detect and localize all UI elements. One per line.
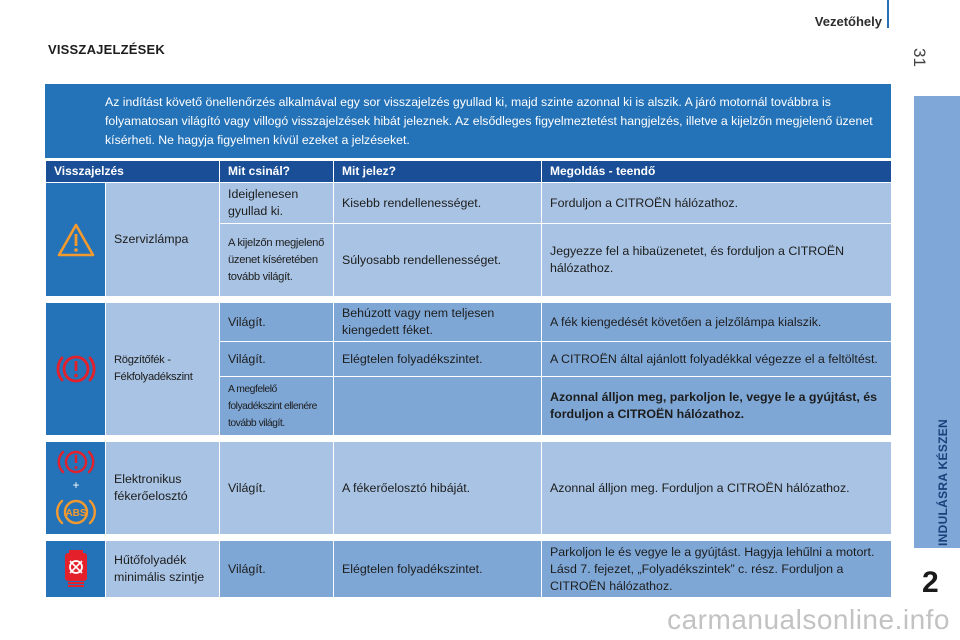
what-it-does: Világít.	[220, 442, 334, 535]
intro-box	[45, 84, 891, 158]
indicator-name: Rögzítőfék - Fékfolyadékszint	[106, 303, 220, 436]
solution: Jegyezze fel a hibaüzenetet, és forduljon a CITROËN hálózathoz.	[542, 224, 892, 297]
what-it-does: Világít.	[220, 342, 334, 377]
what-it-means: A fékerőelosztó hibáját.	[334, 442, 542, 535]
what-it-means: Elégtelen folyadékszintet.	[334, 342, 542, 377]
column-header-solution: Megoldás - teendő	[542, 161, 892, 183]
what-it-means	[334, 377, 542, 436]
service-warning-triangle-icon	[56, 222, 96, 258]
what-it-means: Elégtelen folyadékszintet.	[334, 541, 542, 598]
ebd-icon-cell	[46, 442, 106, 535]
service-icon-cell	[46, 183, 106, 297]
column-header-what-it-means: Mit jelez?	[334, 161, 542, 183]
brake-fluid-warning-icon	[55, 348, 97, 390]
table-row	[46, 303, 892, 342]
brake-and-abs-warning-icon	[53, 446, 99, 530]
indicator-name: Hűtőfolyadék minimális szintje	[106, 541, 220, 598]
solution: A CITROËN által ajánlott folyadékkal végezze el a feltöltést.	[542, 342, 892, 377]
table-row	[46, 541, 892, 598]
intro-text: Az indítást követő önellenőrzés alkalmával egy sor visszajelzés gyullad ki, majd szinte azonnal ki is alszik. A járó motornál továbbra is folyamatosan világító vagy villogó visszajelzések hibát jeleznek. Az elsődleges figyelmeztetést hangjelzés, illetve a kijelzőn megjelenő üzenet kísérheti. Ne hagyja figyelmen kívül ezeket a jelzéseket.	[105, 95, 873, 147]
table-header-row	[46, 161, 892, 183]
indicator-name: Elektronikus fékerőelosztó	[106, 442, 220, 535]
what-it-means: Kisebb rendellenességet.	[334, 183, 542, 224]
plus-sign: +	[71, 478, 80, 492]
solution: Azonnal álljon meg, parkoljon le, vegye le a gyújtást, és forduljon a CITROËN hálózathoz.	[542, 377, 892, 436]
what-it-does: A megfelelő folyadékszint ellenére tovább világít.	[220, 377, 334, 436]
solution: A fék kiengedését követően a jelzőlámpa kialszik.	[542, 303, 892, 342]
running-header: Vezetőhely	[814, 14, 882, 29]
abs-label: ABS	[64, 508, 87, 519]
what-it-means: Behúzott vagy nem teljesen kiengedett féket.	[334, 303, 542, 342]
section-title: VISSZAJELZÉSEK	[48, 42, 165, 57]
column-header-indicator: Visszajelzés	[46, 161, 220, 183]
indicator-name: Szervizlámpa	[106, 183, 220, 297]
coolant-level-warning-icon	[59, 549, 93, 589]
what-it-means: Súlyosabb rendellenességet.	[334, 224, 542, 297]
warning-lights-table	[45, 160, 892, 598]
brake-icon-cell	[46, 303, 106, 436]
header-divider	[887, 0, 889, 28]
table-row	[46, 183, 892, 224]
chapter-label-area	[916, 370, 956, 550]
column-header-what-it-does: Mit csinál?	[220, 161, 334, 183]
solution: Parkoljon le és vegye le a gyújtást. Hagyja lehűlni a motort. Lásd 7. fejezet, „Folyadékszintek” c. rész. Forduljon a CITROËN hálózathoz.	[542, 541, 892, 598]
page-number: 31	[910, 48, 929, 67]
what-it-does: Világít.	[220, 541, 334, 598]
solution: Forduljon a CITROËN hálózathoz.	[542, 183, 892, 224]
coolant-icon-cell	[46, 541, 106, 598]
what-it-does: A kijelzőn megjelenő üzenet kíséretében tovább világít.	[220, 224, 334, 297]
watermark: carmanualsonline.info	[667, 604, 950, 635]
table-row	[46, 442, 892, 535]
solution: Azonnal álljon meg. Forduljon a CITROËN hálózathoz.	[542, 442, 892, 535]
what-it-does: Világít.	[220, 303, 334, 342]
chapter-label: INDULÁSRA KÉSZEN	[936, 418, 950, 546]
what-it-does: Ideiglenesen gyullad ki.	[220, 183, 334, 224]
chapter-number: 2	[922, 566, 939, 599]
